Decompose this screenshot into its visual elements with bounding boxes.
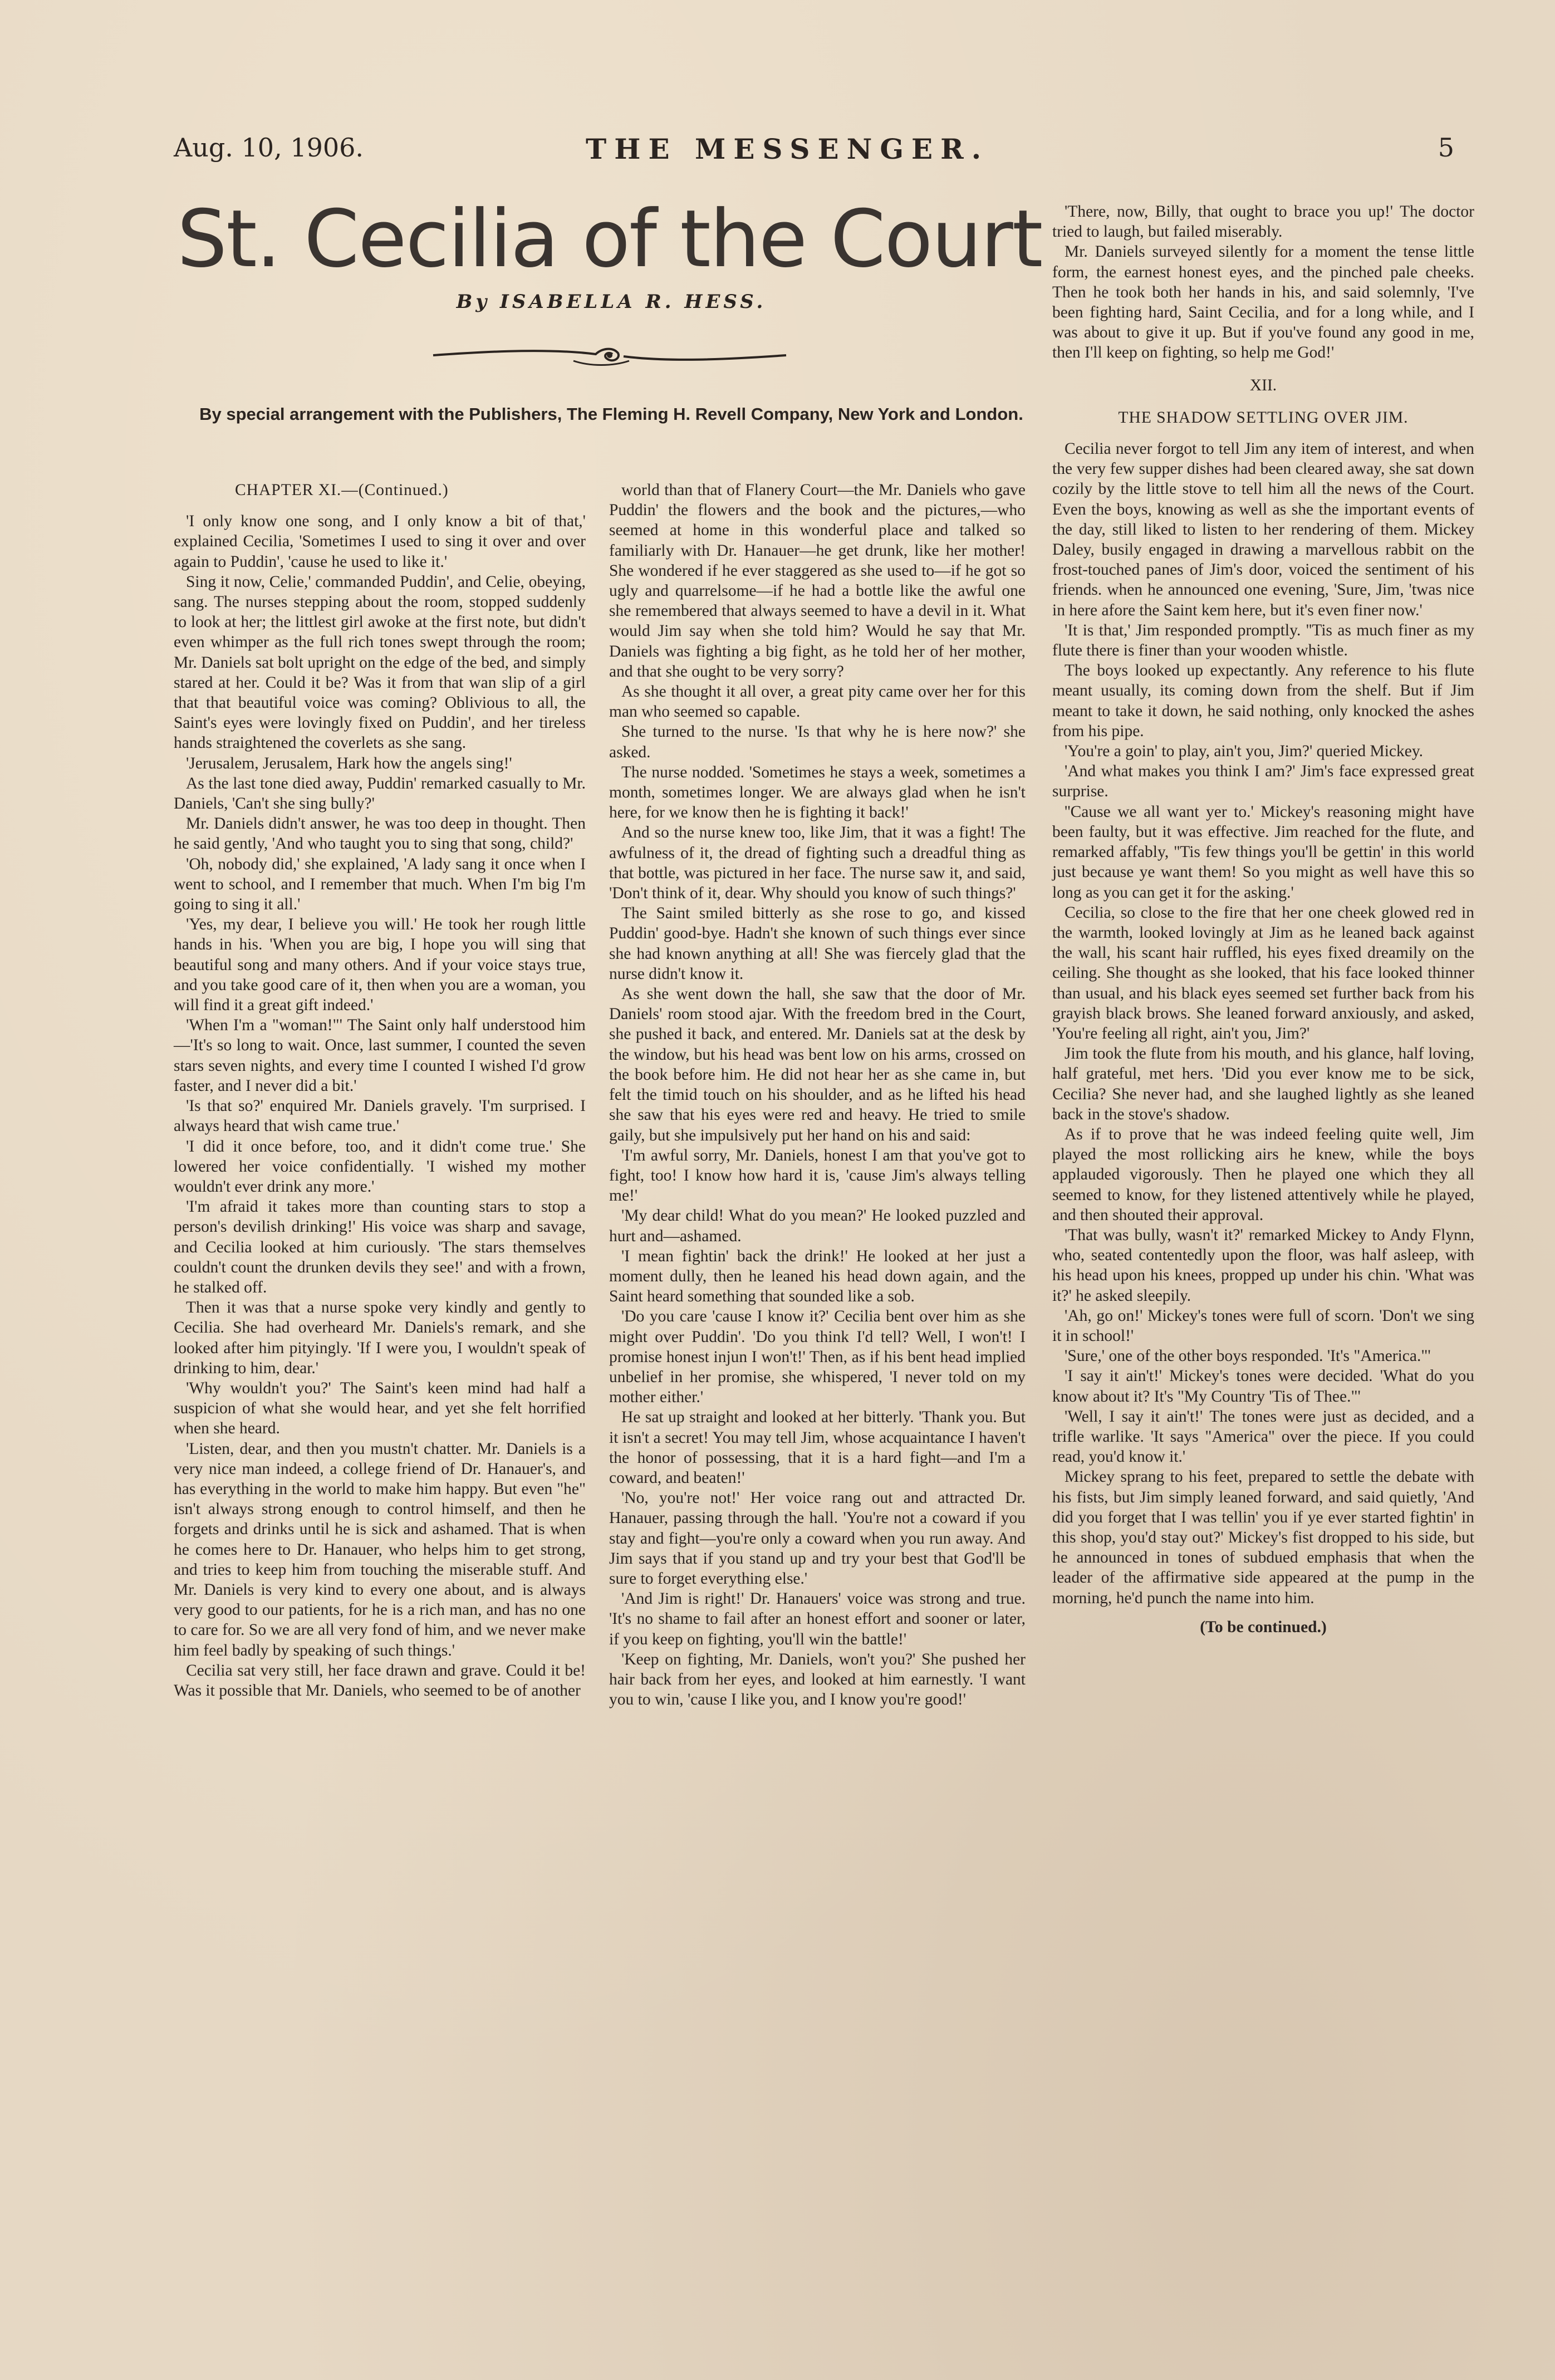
paragraph: Mickey sprang to his feet, prepared to settle the debate with his fists, but Jim simply leaned forward, and said quietly, 'And did you forget that I was tellin' you if ye ever started fightin' in this shop, you'd stay out?' Mickey's fist dropped to his side, but he announced in tones of subdued emphasis that when the leader of the affirmative side appeared at the pump in the morning, he'd punch the name into him. (1052, 1468, 1474, 1607)
chapter-heading: CHAPTER XI.—(Continued.) (235, 481, 449, 499)
column-3 (1052, 202, 1474, 1637)
paragraph: 'I'm awful sorry, Mr. Daniels, honest I am that you've got to fight, too! I know how hard it is, 'cause Jim's always telling me!' (609, 1146, 1026, 1205)
paragraph: Cecilia never forgot to tell Jim any item of interest, and when the very few supper dishes had been cleared away, she sat down cozily by the little stove to tell him all the news of the Court. Even the boys, knowing as well as she the important events of the day, still liked to listen to her rendering of them. Mickey Daley, busily engaged in drawing a marvellous rabbit on the frost-touched panes of Jim's door, voiced the sentiment of his friends. when he announced one evening, 'Sure, Jim, 'twas nice in here afore the Saint kem here, but it's even finer now.' (1052, 440, 1474, 619)
paragraph: 'And what makes you think I am?' Jim's face expressed great surprise. (1052, 762, 1474, 801)
paragraph: 'No, you're not!' Her voice rang out and attracted Dr. Hanauer, passing through the hall. 'You're not a coward if you stay and fight—you're only a coward when you run away. And Jim says that if you stand up and try your best that God'll be sure to forget everything else.' (609, 1489, 1026, 1588)
ornament-divider-icon (429, 339, 791, 372)
paragraph: 'When I'm a "woman!"' The Saint only half understood him—'It's so long to wait. Once, last summer, I counted the seven stars seven nights, and every time I counted I wished I'd grow faster, and I never did a bit.' (174, 1016, 586, 1095)
story-title: St. Cecilia of the Court (177, 193, 1042, 285)
paragraph: 'Ah, go on!' Mickey's tones were full of scorn. 'Don't we sing it in school!' (1052, 1306, 1474, 1345)
page-header (174, 133, 1454, 172)
chapter-title: THE SHADOW SETTLING OVER JIM. (1118, 408, 1409, 427)
column-3-top-body (1052, 202, 1474, 363)
continued-note: (To be continued.) (1200, 1618, 1327, 1636)
paragraph: 'There, now, Billy, that ought to brace you up!' The doctor tried to laugh, but failed miserably. (1052, 203, 1474, 241)
paragraph: He sat up straight and looked at her bitterly. 'Thank you. But it isn't a secret! You may tell Jim, whose acquaintance I haven't the honor of possessing, that it is a hard fight—and I'm a coward, and beaten!' (609, 1408, 1026, 1487)
byline: By ISABELLA R. HESS. (456, 291, 767, 313)
paragraph: 'Oh, nobody did,' she explained, 'A lady sang it once when I went to school, and I remember that much. When I'm big I'm going to sing it all.' (174, 855, 586, 914)
column-1-body (174, 511, 586, 1701)
paragraph: 'I only know one song, and I only know a bit of that,' explained Cecilia, 'Sometimes I used to sing it over and over again to Puddin', 'cause he used to like it.' (174, 512, 586, 571)
paragraph: 'And Jim is right!' Dr. Hanauers' voice was strong and true. 'It's no shame to fail after an honest effort and sooner or later, if you keep on fighting, you'll win the battle!' (609, 1590, 1026, 1648)
issue-date: Aug. 10, 1906. (174, 133, 364, 163)
column-2-body (609, 480, 1026, 1710)
paragraph: Mr. Daniels surveyed silently for a moment the tense little form, the earnest honest eyes, and the pinched pale cheeks. Then he took both her hands in his, and said solemnly, 'I've been fighting hard, Saint Cecilia, and for a long while, and I was about to give it up. But if you've found any good in me, then I'll keep on fighting, so help me God!' (1052, 243, 1474, 362)
paragraph: 'I mean fightin' back the drink!' He looked at her just a moment dully, then he leaned his head down again, and the Saint heard something that sounded like a sob. (609, 1247, 1026, 1306)
paragraph: Sing it now, Celie,' commanded Puddin', and Celie, obeying, sang. The nurses stepping about the room, stopped suddenly to look at her; the littlest girl awoke at the first note, but didn't even whimper as the full rich tones swept through the room; Mr. Daniels sat bolt upright on the edge of the bed, and simply stared at her. Could it be? Was it from that wan slip of a girl that that beautiful voice was coming? Oblivious to all, the Saint's eyes were lovingly fixed on Puddin', and her tireless hands straightened the coverlets as she sang. (174, 572, 586, 752)
paragraph: 'Is that so?' enquired Mr. Daniels gravely. 'I'm surprised. I always heard that wish came true.' (174, 1097, 586, 1135)
paragraph: 'I did it once before, too, and it didn't come true.' She lowered her voice confidentially. 'I wished my mother wouldn't ever drink any more.' (174, 1137, 586, 1196)
paragraph: The Saint smiled bitterly as she rose to go, and kissed Puddin' good-bye. Hadn't she known of such things ever since she had known anything at all! She was fiercely glad that the nurse didn't know it. (609, 904, 1026, 983)
paragraph: Then it was that a nurse spoke very kindly and gently to Cecilia. She had overheard Mr. Daniels's remark, and she looked after him pityingly. 'If I were you, I wouldn't speak of drinking to him, dear.' (174, 1299, 586, 1377)
paragraph: As the last tone died away, Puddin' remarked casually to Mr. Daniels, 'Can't she sing bully?' (174, 774, 586, 813)
paragraph: 'Yes, my dear, I believe you will.' He took her rough little hands in his. 'When you are big, I hope you will sing that beautiful song and many others. And if your voice stays true, and you take good care of it, then when you are a woman, you will find it a great gift indeed.' (174, 915, 586, 1015)
newspaper-name: THE MESSENGER. (586, 133, 989, 165)
paragraph: As she thought it all over, a great pity came over her for this man who seemed so capable. (609, 683, 1026, 721)
paragraph: She turned to the nurse. 'Is that why he is here now?' she asked. (609, 723, 1026, 761)
paragraph: Jim took the flute from his mouth, and his glance, half loving, half grateful, met hers. 'Did you ever know me to be sick, Cecilia? She never had, and she laughed lightly as she leaned back in the stove's shadow. (1052, 1045, 1474, 1123)
paragraph: Cecilia, so close to the fire that her one cheek glowed red in the warmth, looked lovingly at Jim as he leaned back against the wall, his scant hair ruffled, his eyes fixed dreamily on the ceiling. She thought as she looked, that his face looked thinner than usual, and his black eyes seemed set further back from his grayish black brows. She leaned forward anxiously, and asked, 'You're feeling all right, ain't you, Jim?' (1052, 903, 1474, 1042)
paragraph: As she went down the hall, she saw that the door of Mr. Daniels' room stood ajar. With the freedom bred in the Court, she pushed it back, and entered. Mr. Daniels sat at the desk by the window, but his head was bent low on his arms, crossed on the book before him. He did not hear her as she came in, but felt the timid touch on his shoulder, and as he lifted his head she saw that his eyes were red and heavy. He tried to smile gaily, but she impulsively put her hand on his and said: (609, 985, 1026, 1144)
paragraph: 'Jerusalem, Jerusalem, Hark how the angels sing!' (186, 754, 512, 772)
column-3-body (1052, 439, 1474, 1608)
paragraph: 'Listen, dear, and then you mustn't chatter. Mr. Daniels is a very nice man indeed, a college friend of Dr. Hanauer's, and has everything in the world to make him happy. But even "he" isn't always strong enough to control himself, and then he forgets and drinks until he is sick and ashamed. That is when he comes here to Dr. Hanauer, who helps him to get strong, and tries to keep him from touching the miserable stuff. And Mr. Daniels is very kind to every one about, and is always very good to our patients, for he is a rich man, and has no one to care for. So we are all very fond of him, and we never make him feel badly by speaking of such things.' (174, 1439, 586, 1659)
paragraph: ''Cause we all want yer to.' Mickey's reasoning might have been faulty, but it was effective. Jim reached for the flute, and remarked affably, ''Tis few things you'll be gettin' in this world just because ye want them! So you might as well have this so long as you can get it for the asking.' (1052, 802, 1474, 902)
page-number: 5 (1438, 133, 1454, 163)
paragraph: 'I say it ain't!' Mickey's tones were decided. 'What do you know about it? It's "My Country 'Tis of Thee."' (1052, 1367, 1474, 1406)
paragraph: The nurse nodded. 'Sometimes he stays a week, sometimes a month, sometimes longer. We are always glad when he isn't here, for we know then he is fighting it back!' (609, 763, 1026, 822)
paragraph: 'My dear child! What do you mean?' He looked puzzled and hurt and—ashamed. (609, 1207, 1026, 1245)
paragraph: 'Keep on fighting, Mr. Daniels, won't you?' She pushed her hair back from her eyes, and looked at him earnestly. 'I want you to win, 'cause I like you, and I know you're good!' (609, 1650, 1026, 1709)
paragraph: Cecilia sat very still, her face drawn and grave. Could it be! Was it possible that Mr. Daniels, who seemed to be of another (174, 1661, 586, 1700)
paragraph: 'Well, I say it ain't!' The tones were just as decided, and a trifle warlike. 'It says "America" over the piece. If you could read, you'd know it.' (1052, 1407, 1474, 1466)
paragraph: And so the nurse knew too, like Jim, that it was a fight! The awfulness of it, the dread of fighting such a dreadful thing as that bottle, was pictured in her face. The nurse saw it, and said, 'Don't think of it, dear. Why should you know of such things?' (609, 824, 1026, 903)
publisher-note: By special arrangement with the Publishers, The Fleming H. Revell Company, New York and London. (199, 404, 1023, 424)
paragraph: world than that of Flanery Court—the Mr. Daniels who gave Puddin' the flowers and the book and the pictures,—who seemed at home in this wonderful place and talked so familiarly with Dr. Hanauer—he get drunk, like her mother! She wondered if he ever staggered as she used to—if he got so ugly and quarrelsome—if he had a bottle like the awful one she remembered that always seemed to have a devil in it. What would Jim say when she told him? Would he say that Mr. Daniels was fighting a big fight, as he told her of her mother, and that she ought to be very sorry? (609, 481, 1026, 680)
paragraph: The boys looked up expectantly. Any reference to his flute meant usually, its coming down from the shelf. But if Jim meant to take it down, he said nothing, only knocked the ashes from his pipe. (1052, 662, 1474, 740)
paragraph: 'I'm afraid it takes more than counting stars to stop a person's devilish drinking!' His voice was sharp and savage, and Cecilia looked at him curiously. 'The stars themselves couldn't count the drunken devils they see!' and with a frown, he stalked off. (174, 1198, 586, 1296)
column-2 (609, 480, 1026, 1710)
paragraph: As if to prove that he was indeed feeling quite well, Jim played the most rollicking airs he knew, while the boys applauded vigorously. Then he played one which they all seemed to know, for they listened attentively while he played, and then shouted their approval. (1052, 1125, 1474, 1224)
paragraph: 'That was bully, wasn't it?' remarked Mickey to Andy Flynn, who, seated contentedly upon the floor, was half asleep, with his head upon his knees, propped up under his chin. 'What was it?' he asked sleepily. (1052, 1226, 1474, 1305)
column-1 (174, 480, 586, 1701)
paragraph: 'Do you care 'cause I know it?' Cecilia bent over him as she might over Puddin'. 'Do you think I'd tell? Well, I won't! I promise honest injun I won't!' Then, as if his bent head implied unbelief in her promise, she whispered, 'I never told on my mother either.' (609, 1307, 1026, 1407)
paragraph: 'Sure,' one of the other boys responded. 'It's "America."' (1065, 1347, 1431, 1365)
paragraph: 'Why wouldn't you?' The Saint's keen mind had half a suspicion of what she would hear, and yet she felt horrified when she heard. (174, 1379, 586, 1438)
paragraph: 'You're a goin' to play, ain't you, Jim?' queried Mickey. (1065, 742, 1424, 761)
paragraph: Mr. Daniels didn't answer, he was too deep in thought. Then he said gently, 'And who taught you to sing that song, child?' (174, 815, 586, 853)
chapter-number: XII. (1249, 376, 1277, 394)
paragraph: 'It is that,' Jim responded promptly. ''Tis as much finer as my flute there is finer than your wooden whistle. (1052, 621, 1474, 660)
